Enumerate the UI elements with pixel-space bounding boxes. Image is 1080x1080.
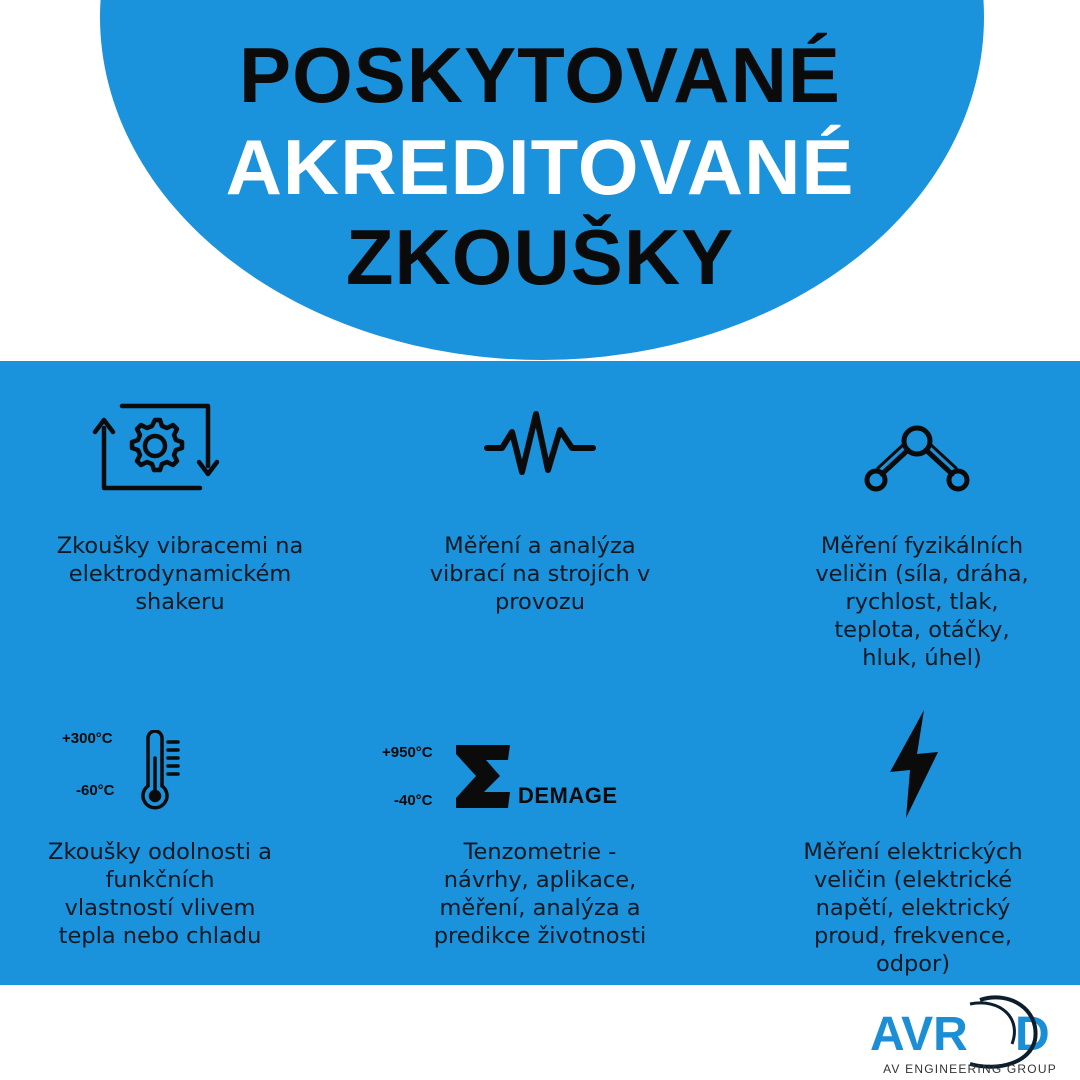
service-label-vibration-analysis: Měření a analýza vibrací na strojích v provozu xyxy=(429,533,651,615)
title-line-2: AKREDITOVANÉ xyxy=(225,123,855,211)
strain-min-label: -40°C xyxy=(394,792,433,809)
service-label-strain-gauging: Tenzometrie - návrhy, aplikace, měření, analýza a predikce životnosti xyxy=(433,839,647,949)
sigma-icon xyxy=(452,742,516,810)
service-label-thermal-tests: Zkoušky odolnosti a funkčních vlastností vlivem tepla nebo chladu xyxy=(48,839,272,949)
service-label-physical-quantities: Měření fyzikálních veličin (síla, dráha, rychlost, tlak, teplota, otáčky, hluk, úhel) xyxy=(815,533,1029,671)
temp-min-label: -60°C xyxy=(76,782,115,799)
service-label-electrical-quantities: Měření elektrických veličin (elektrické napětí, elektrický proud, frekvence, odpor) xyxy=(803,839,1023,977)
gear-cycle-icon xyxy=(92,398,222,498)
vibration-wave-icon xyxy=(484,410,596,482)
logo-tagline: AV ENGINEERING GROUP xyxy=(883,1062,1057,1076)
title-line-3: ZKOUŠKY xyxy=(345,213,735,301)
node-graph-icon xyxy=(862,424,974,494)
strain-max-label: +950°C xyxy=(382,744,433,761)
logo-wordmark: AVR xyxy=(870,1008,968,1061)
lightning-bolt-icon xyxy=(886,708,942,820)
temp-max-label: +300°C xyxy=(62,730,113,747)
title-line-1: POSKYTOVANÉ xyxy=(239,31,841,119)
svg-text:D: D xyxy=(1015,1008,1050,1061)
demage-label: DEMAGE xyxy=(518,783,618,808)
service-label-vibration-shaker: Zkoušky vibracemi na elektrodynamickém shakeru xyxy=(56,533,304,615)
thermometer-icon xyxy=(138,730,184,812)
